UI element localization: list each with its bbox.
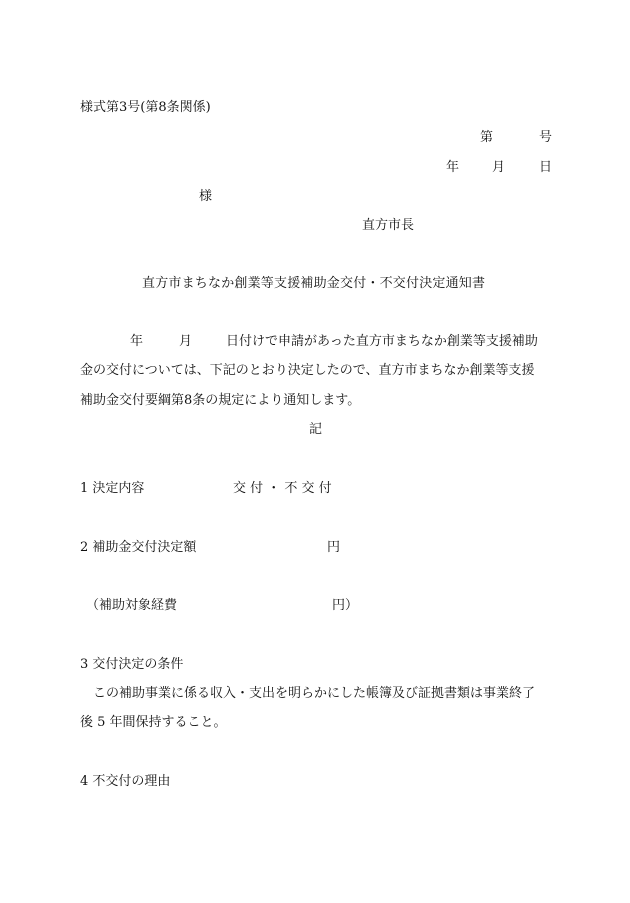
item4-label: 4 不交付の理由 (80, 774, 171, 789)
item2-label: 2 補助金交付決定額 (80, 540, 197, 555)
item3-label: 3 交付決定の条件 (80, 657, 184, 672)
item2-sub-label: （補助対象経費 (86, 598, 178, 613)
doc-number-dai: 第 (480, 130, 494, 145)
body-line1-text: 日付けで申請があった直方市まちなか創業等支援補助 (226, 334, 538, 349)
date-month: 月 (492, 160, 506, 175)
body-line1-month: 月 (179, 334, 193, 349)
ki-heading: 記 (309, 422, 323, 437)
issuer: 直方市長 (362, 218, 415, 233)
date-day: 日 (539, 160, 553, 175)
document-title: 直方市まちなか創業等支援補助金交付・不交付決定通知書 (142, 276, 486, 291)
item2-sub-unit: 円） (332, 598, 359, 613)
form-label: 様式第3号(第8条関係) (80, 100, 211, 115)
item3-text2: 後 5 年間保持すること。 (80, 715, 227, 730)
item1-value: 交 付 ・ 不 交 付 (233, 481, 332, 496)
doc-number-go: 号 (539, 130, 553, 145)
addressee-suffix: 様 (199, 189, 213, 204)
item3-text1: この補助事業に係る収入・支出を明らかにした帳簿及び証拠書類は事業終了 (93, 686, 536, 701)
item2-unit: 円 (327, 540, 341, 555)
body-line3: 補助金交付要綱第8条の規定により通知します。 (80, 393, 361, 408)
body-line2: 金の交付については、下記のとおり決定したので、直方市まちなか創業等支援 (80, 363, 535, 378)
date-year: 年 (446, 160, 460, 175)
item1-label: 1 決定内容 (80, 481, 145, 496)
body-line1-year: 年 (130, 334, 144, 349)
